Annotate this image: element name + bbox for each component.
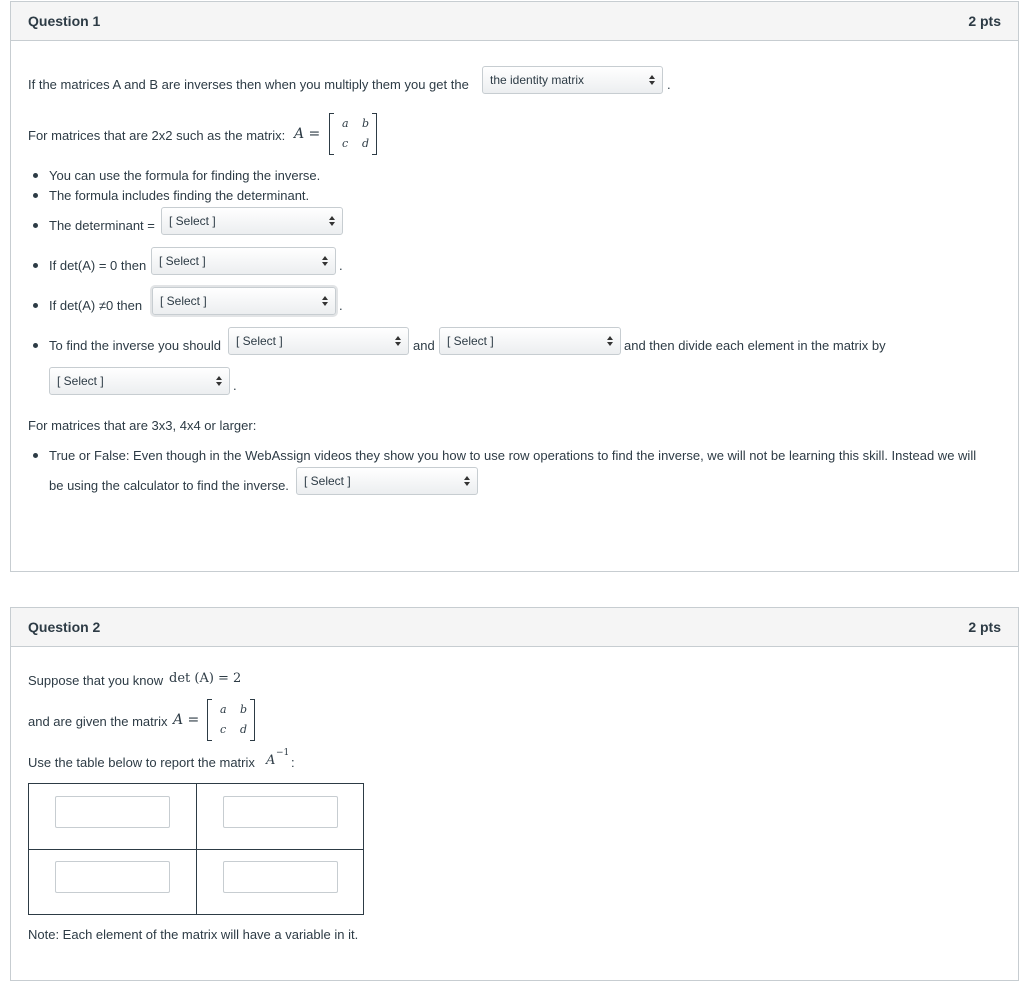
inverse-symbol: A — [266, 753, 276, 768]
period: . — [339, 258, 343, 273]
and-text: and — [413, 338, 435, 353]
true-false-text-line-2: be using the calculator to find the inverse. — [49, 478, 289, 493]
matrix-cell-c: c — [220, 723, 227, 736]
inverse-superscript: −1 — [276, 748, 290, 758]
identity-matrix-select-value: the identity matrix — [490, 73, 585, 87]
select-arrows-icon — [649, 73, 655, 87]
larger-matrices-heading: For matrices that are 3x3, 4x4 or larger: — [28, 418, 257, 433]
bullet — [33, 223, 38, 228]
report-matrix-text: Use the table below to report the matrix — [28, 755, 255, 770]
inverse-step-2-select-value: [ Select ] — [447, 334, 494, 348]
identity-matrix-select[interactable] — [482, 66, 663, 94]
select-arrows-icon — [464, 474, 470, 488]
select-arrows-icon — [322, 254, 328, 268]
bullet — [33, 193, 38, 198]
true-false-text-line-1: True or False: Even though in the WebAssign videos they show you how to use row operations to find the inverse, we will not be learning this skill. Instead we will — [49, 448, 977, 463]
matrix-a-lhs: A = — [294, 126, 321, 142]
inverse-step-1-select[interactable] — [228, 327, 409, 355]
inverse-matrix-table — [28, 783, 364, 915]
matrix-a-lhs: A = — [173, 712, 200, 728]
select-arrows-icon — [329, 214, 335, 228]
matrix-cell-b: b — [362, 117, 370, 130]
determinant-select[interactable] — [161, 207, 343, 235]
question-1-header — [11, 2, 1018, 41]
right-bracket — [372, 113, 377, 155]
bullet-determinant-formula: The formula includes finding the determinant. — [49, 188, 310, 203]
matrix-a-display — [207, 699, 255, 741]
det-zero-select-value: [ Select ] — [159, 254, 206, 268]
bullet — [33, 453, 38, 458]
bullet-det-zero-label: If det(A) = 0 then — [49, 258, 147, 273]
bullet — [33, 303, 38, 308]
right-bracket — [250, 699, 255, 741]
inverse-step-1-select-value: [ Select ] — [236, 334, 283, 348]
left-bracket — [207, 699, 212, 741]
note-text: Note: Each element of the matrix will have a variable in it. — [28, 927, 359, 942]
bullet-det-nonzero-label: If det(A) ≠0 then — [49, 298, 143, 313]
select-arrows-icon — [322, 294, 328, 308]
inverse-step-2-select[interactable] — [439, 327, 621, 355]
matrix-cell-d: d — [240, 723, 248, 736]
question-1-card — [10, 1, 1019, 572]
table-divider — [29, 849, 363, 850]
matrix-2x2-text: For matrices that are 2x2 such as the matrix: — [28, 128, 286, 143]
period: . — [233, 378, 237, 393]
inverse-cell-21-input[interactable] — [55, 861, 170, 893]
matrix-cell-d: d — [362, 137, 370, 150]
bullet — [33, 173, 38, 178]
det-zero-select[interactable] — [151, 247, 336, 275]
question-2-card — [10, 607, 1019, 981]
period: . — [339, 298, 343, 313]
bullet — [33, 263, 38, 268]
true-false-select-value: [ Select ] — [304, 474, 351, 488]
colon: : — [291, 755, 295, 770]
inverse-cell-11-input[interactable] — [55, 796, 170, 828]
matrix-a-display — [329, 113, 377, 155]
select-arrows-icon — [607, 334, 613, 348]
question-1-points: 2 pts — [968, 13, 1001, 29]
det-nonzero-select-value: [ Select ] — [160, 294, 207, 308]
matrix-cell-c: c — [342, 137, 349, 150]
inverse-cell-22-input[interactable] — [223, 861, 338, 893]
select-arrows-icon — [395, 334, 401, 348]
matrix-cell-a: a — [342, 117, 349, 130]
question-1-title: Question 1 — [28, 13, 101, 29]
inverse-cell-12-input[interactable] — [223, 796, 338, 828]
select-arrows-icon — [216, 374, 222, 388]
divide-text: and then divide each element in the matrix by — [624, 338, 886, 353]
question-2-header — [11, 608, 1018, 647]
true-false-select[interactable] — [296, 467, 478, 495]
period: . — [667, 77, 671, 92]
bullet-determinant-label: The determinant = — [49, 218, 155, 233]
det-equation: det (A) = 2 — [169, 671, 242, 686]
bullet — [33, 343, 38, 348]
determinant-select-value: [ Select ] — [169, 214, 216, 228]
det-known-text: Suppose that you know — [28, 673, 164, 688]
matrix-cell-b: b — [240, 703, 248, 716]
bullet-find-inverse-label: To find the inverse you should — [49, 338, 221, 353]
identity-question-text: If the matrices A and B are inverses then when you multiply them you get the — [28, 77, 469, 92]
left-bracket — [329, 113, 334, 155]
question-2-title: Question 2 — [28, 619, 101, 635]
divide-by-select[interactable] — [49, 367, 230, 395]
matrix-cell-a: a — [220, 703, 227, 716]
det-nonzero-select[interactable] — [152, 287, 336, 315]
divide-by-select-value: [ Select ] — [57, 374, 104, 388]
question-2-points: 2 pts — [968, 619, 1001, 635]
bullet-formula: You can use the formula for finding the inverse. — [49, 168, 321, 183]
given-matrix-text: and are given the matrix — [28, 714, 168, 729]
